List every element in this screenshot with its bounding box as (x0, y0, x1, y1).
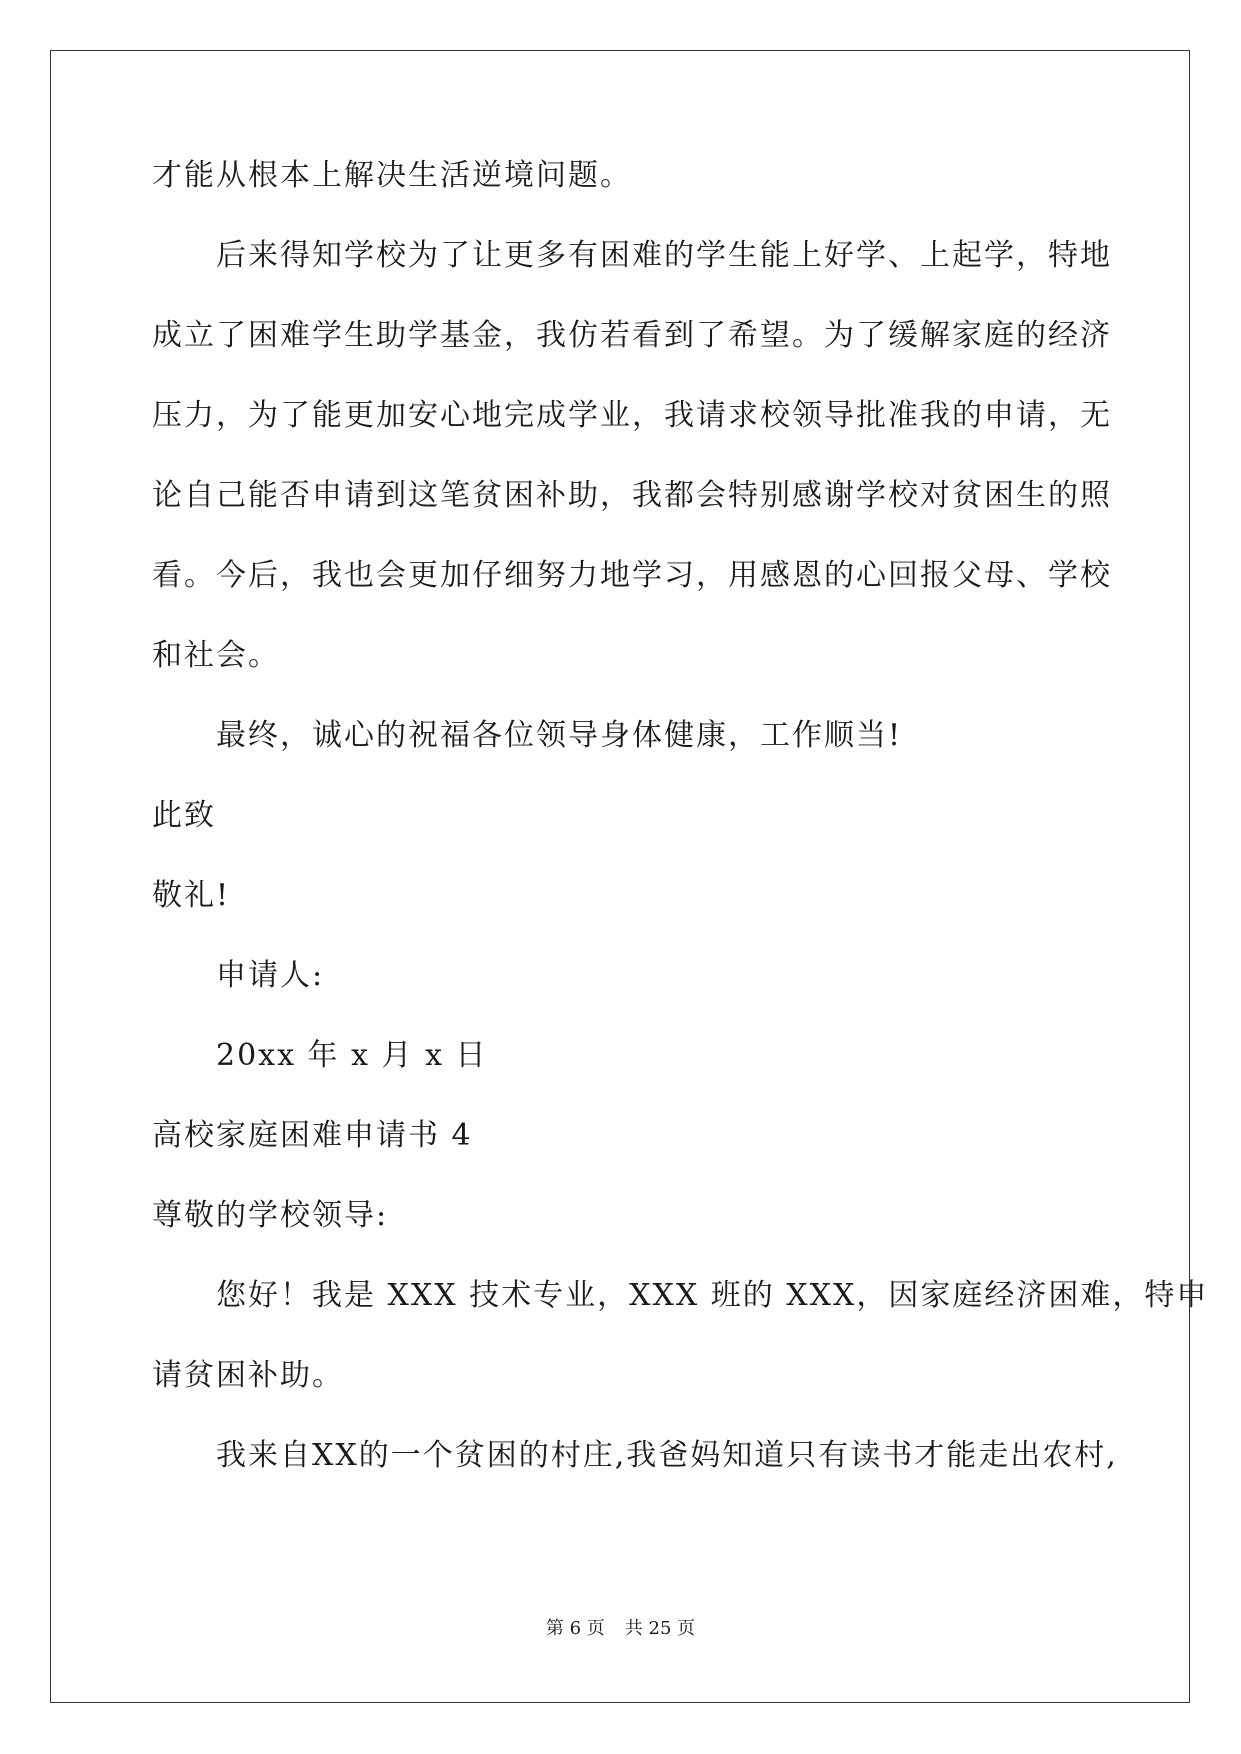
salutation: 尊敬的学校领导: (152, 1198, 389, 1233)
paragraph-line: 您好！我是 XXX 技术专业，XXX 班的 XXX，因家庭经济困难，特申 (216, 1278, 1209, 1313)
paragraph-line: 请贫困补助。 (152, 1358, 344, 1393)
paragraph-line: 我来自XX的一个贫困的村庄,我爸妈知道只有读书才能走出农村, (216, 1438, 1118, 1473)
paragraph-line: 成立了困难学生助学基金，我仿若看到了希望。为了缓解家庭的经济 (152, 318, 1112, 353)
paragraph-line: 最终，诚心的祝福各位领导身体健康，工作顺当! (216, 718, 903, 753)
section-title: 高校家庭困难申请书 4 (152, 1118, 473, 1153)
paragraph-line: 论自己能否申请到这笔贫困补助，我都会特别感谢学校对贫困生的照 (152, 478, 1112, 513)
paragraph-line: 压力，为了能更加安心地完成学业，我请求校领导批准我的申请，无 (152, 398, 1112, 433)
page-number: 第 6 页 (545, 1618, 605, 1639)
total-pages: 共 25 页 (624, 1618, 696, 1639)
paragraph-line: 和社会。 (152, 638, 280, 673)
paragraph-line: 看。今后，我也会更加仔细努力地学习，用感恩的心回报父母、学校 (152, 558, 1112, 593)
paragraph-line: 才能从根本上解决生活逆境问题。 (152, 158, 632, 193)
closing-line: 敬礼! (152, 878, 231, 913)
applicant-label: 申请人: (216, 958, 325, 993)
closing-line: 此致 (152, 798, 216, 833)
date-line: 20xx 年 x 月 x 日 (216, 1038, 488, 1073)
paragraph-line: 后来得知学校为了让更多有困难的学生能上好学、上起学，特地 (216, 238, 1112, 273)
page-footer (0, 1614, 1241, 1640)
document-body (152, 158, 1209, 1518)
